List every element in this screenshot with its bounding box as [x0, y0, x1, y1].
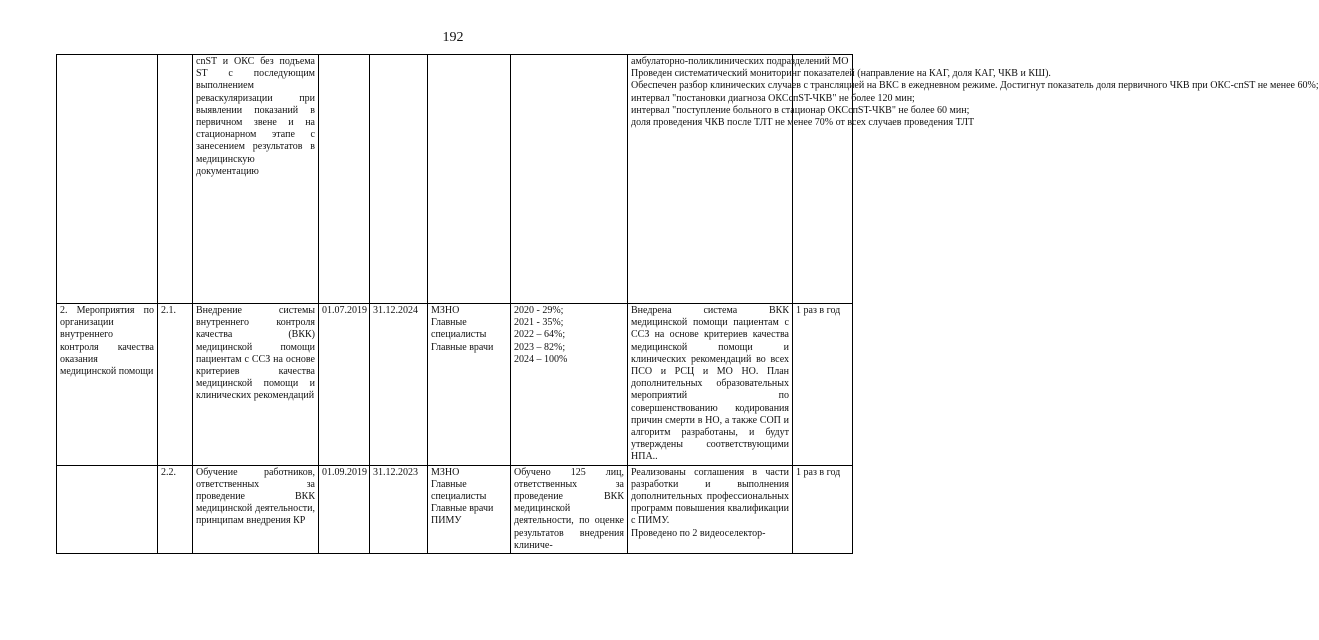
- responsible-cell: [428, 55, 511, 304]
- item-number-cell: [158, 55, 193, 304]
- table-row: [57, 465, 853, 553]
- indicator-cell: Обучено 125 лиц, ответственных за проведение ВКК медицинской деятельности, по оценке результатов внедрения клиниче-: [511, 465, 628, 553]
- indicator-cell: [511, 55, 628, 304]
- section-cell: [57, 465, 158, 553]
- indicator-cell: 2020 - 29%; 2021 - 35%; 2022 – 64%; 2023 – 82%; 2024 – 100%: [511, 304, 628, 466]
- item-number-cell: 2.1.: [158, 304, 193, 466]
- result-cell: Реализованы соглашения в части разработки и выполнения дополнительных профессиональных программ повышения квалификации с ПИМУ. Проведено по 2 видеоселектор-: [628, 465, 793, 553]
- frequency-cell: [793, 55, 853, 304]
- activity-cell: Внедрение системы внутреннего контроля качества (ВКК) медицинской помощи пациентам с ССЗ на основе критериев качества медицинской помощи и клинических рекомендаций: [193, 304, 319, 466]
- frequency-cell: 1 раз в год: [793, 465, 853, 553]
- result-cell: амбулаторно-поликлинических подразделений МО Проведен систематический мониторинг показателей (направление на КАГ, доля КАГ, ЧКВ и КШ). Обеспечен разбор клинических случаев с трансляцией на ВКС в ежедневном режиме. Достигнут показатель доля первичного ЧКВ при ОКС-спST не менее 60%; интервал "постановки диагноза ОКСспST-ЧКВ" не более 120 мин; интервал "поступление больного в стационар ОКСспST-ЧКВ" не более 60 мин; доля проведения ЧКВ после ТЛТ не менее 70% от всех случаев проведения ТЛТ: [628, 55, 793, 304]
- table-row: [57, 55, 853, 304]
- end-date-cell: 31.12.2024: [370, 304, 428, 466]
- end-date-cell: 31.12.2023: [370, 465, 428, 553]
- table-body: [57, 55, 1319, 554]
- item-number-cell: 2.2.: [158, 465, 193, 553]
- activity-cell: Обучение работников, ответственных за проведение ВКК медицинской деятельности, принципам внедрения КР: [193, 465, 319, 553]
- document-table: [56, 54, 1319, 554]
- start-date-cell: [319, 55, 370, 304]
- start-date-cell: 01.09.2019: [319, 465, 370, 553]
- frequency-cell: 1 раз в год: [793, 304, 853, 466]
- result-cell: Внедрена система ВКК медицинской помощи пациентам с ССЗ на основе критериев качества медицинской помощи и клинических рекомендаций во всех ПСО и РСЦ и МО НО. План дополнительных образовательных мероприятий по совершенствованию кодирования причин смерти в НО, а также СОП и алгоритм разработаны, и будут утверждены соответствующими НПА..: [628, 304, 793, 466]
- page-number: 192: [442, 30, 464, 45]
- responsible-cell: МЗНО Главные специалисты Главные врачи: [428, 304, 511, 466]
- end-date-cell: [370, 55, 428, 304]
- section-cell: [57, 55, 158, 304]
- activity-cell: сnST и ОКС без подъема ST с последующим выполнением реваскуляризации при выявлении показаний в первичном звене и на стационарном этапе с занесением результатов в медицинскую документацию: [193, 55, 319, 304]
- responsible-cell: МЗНО Главные специалисты Главные врачи ПИМУ: [428, 465, 511, 553]
- start-date-cell: 01.07.2019: [319, 304, 370, 466]
- section-cell: 2. Мероприятия по организации внутреннего контроля качества оказания медицинской помощи: [57, 304, 158, 466]
- table-row: [57, 304, 853, 466]
